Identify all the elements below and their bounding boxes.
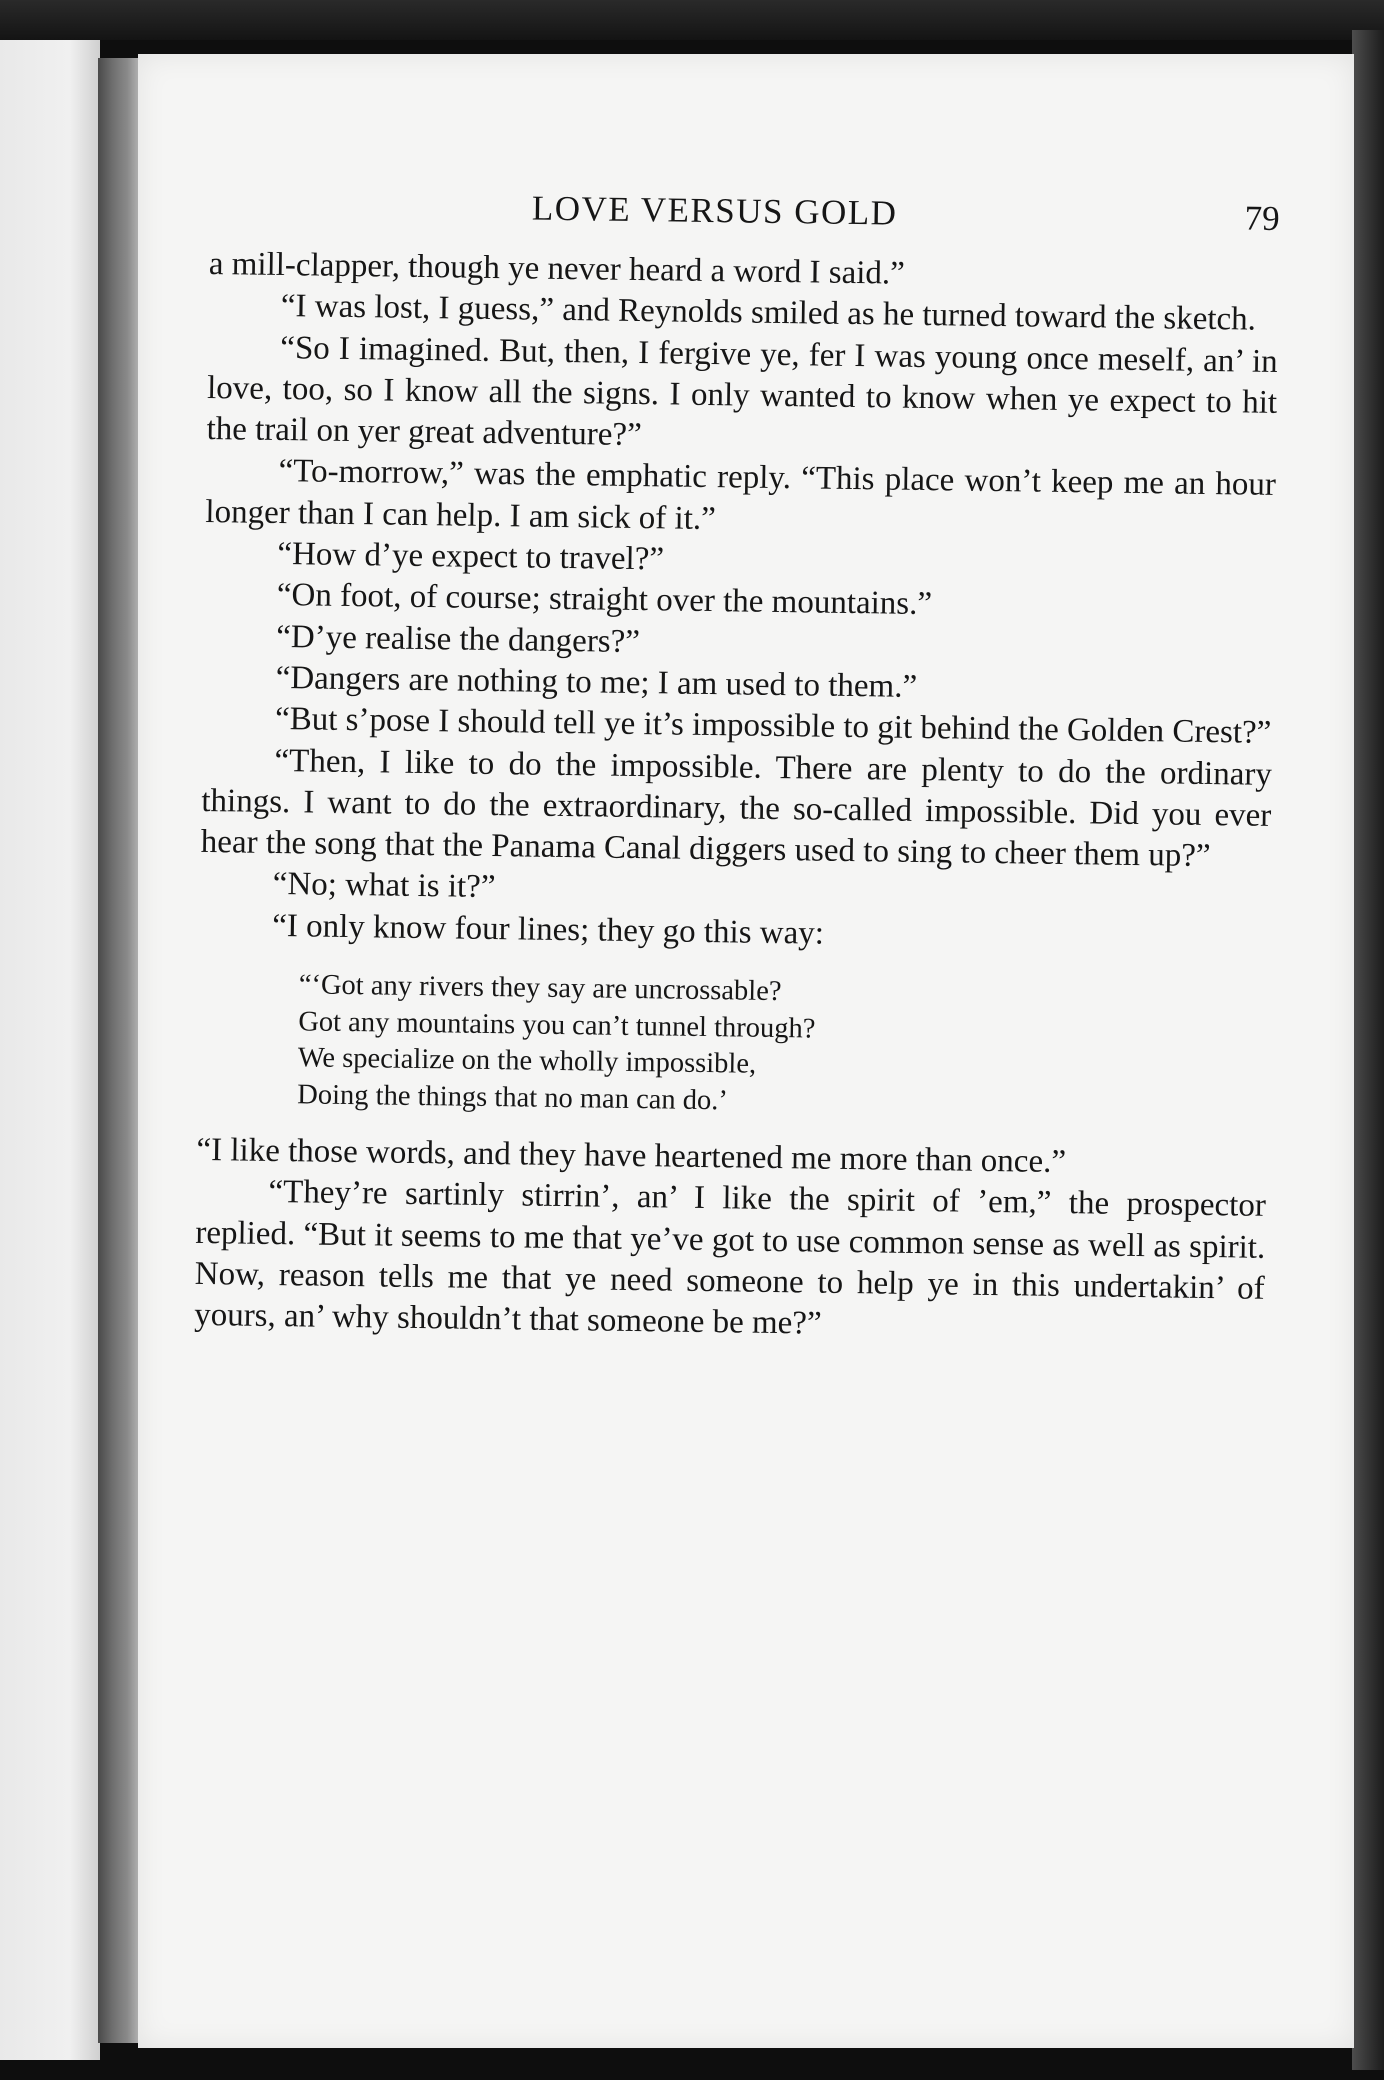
- paragraph: “D’ye realise the dangers?”: [276, 618, 641, 660]
- paragraph: “Then, I like to do the impossible. There are plenty to do the ordinary things. I want to do the extraordinary, the so-called impossible. Did you ever hear the song that the Panama Canal diggers used to sing to cheer them up?”: [200, 742, 1273, 875]
- paragraph: “I was lost, I guess,” and Reynolds smiled as he turned toward the sketch.: [280, 288, 1257, 338]
- paragraph: “To-morrow,” was the emphatic reply. “This place won’t keep me an hour longer than I can help. I am sick of it.”: [205, 453, 1277, 537]
- body-text: [194, 244, 1279, 1351]
- facing-page-edge: [0, 40, 100, 2060]
- paragraph: a mill-clapper, though ye never heard a word I said.”: [208, 245, 906, 292]
- paragraph: “On foot, of course; straight over the mountains.”: [276, 577, 933, 623]
- verse-line: Doing the things that no man can do.’: [297, 1078, 729, 1116]
- page-edge-shadow: [1352, 30, 1384, 2070]
- verse-line: We specialize on the wholly impossible,: [297, 1042, 757, 1080]
- paragraph: “How d’ye expect to travel?”: [277, 536, 665, 578]
- paragraph: “They’re sartinly stirrin’, an’ I like the spirit of ’em,” the prospector replied. “But it seems to me that ye’ve got to use common sense as well as spirit. Now, reason tells me that ye need someone to help ye in this undertakin’ of yours, an’ why shouldn’t that someone be me?”: [193, 1174, 1267, 1342]
- page-text-block: [194, 184, 1280, 1351]
- book-page: [138, 54, 1354, 2048]
- paragraph: “I only know four lines; they go this way:: [271, 907, 825, 952]
- paragraph: “But s’pose I should tell ye it’s impossible to git behind the Golden Crest?”: [274, 701, 1272, 752]
- verse-line: Got any mountains you can’t tunnel through?: [298, 1005, 816, 1045]
- paragraph: “So I imagined. But, then, I fergive ye, fer I was young once meself, an’ in love, too, so I know all the signs. I only wanted to know when ye expect to hit the trail on yer great adventure?”: [206, 329, 1278, 454]
- paragraph: “Dangers are nothing to me; I am used to them.”: [275, 659, 918, 705]
- book-gutter: [98, 58, 140, 2043]
- page-number: 79: [1244, 198, 1280, 238]
- paragraph: “I like those words, and they have heartened me more than once.”: [196, 1131, 1067, 1181]
- paragraph: “No; what is it?”: [272, 866, 496, 906]
- running-head-title: LOVE VERSUS GOLD: [531, 188, 898, 233]
- song-verse: [297, 967, 1269, 1127]
- verse-line: “‘Got any rivers they say are uncrossable?: [298, 969, 782, 1008]
- scan-backdrop: [0, 0, 1384, 40]
